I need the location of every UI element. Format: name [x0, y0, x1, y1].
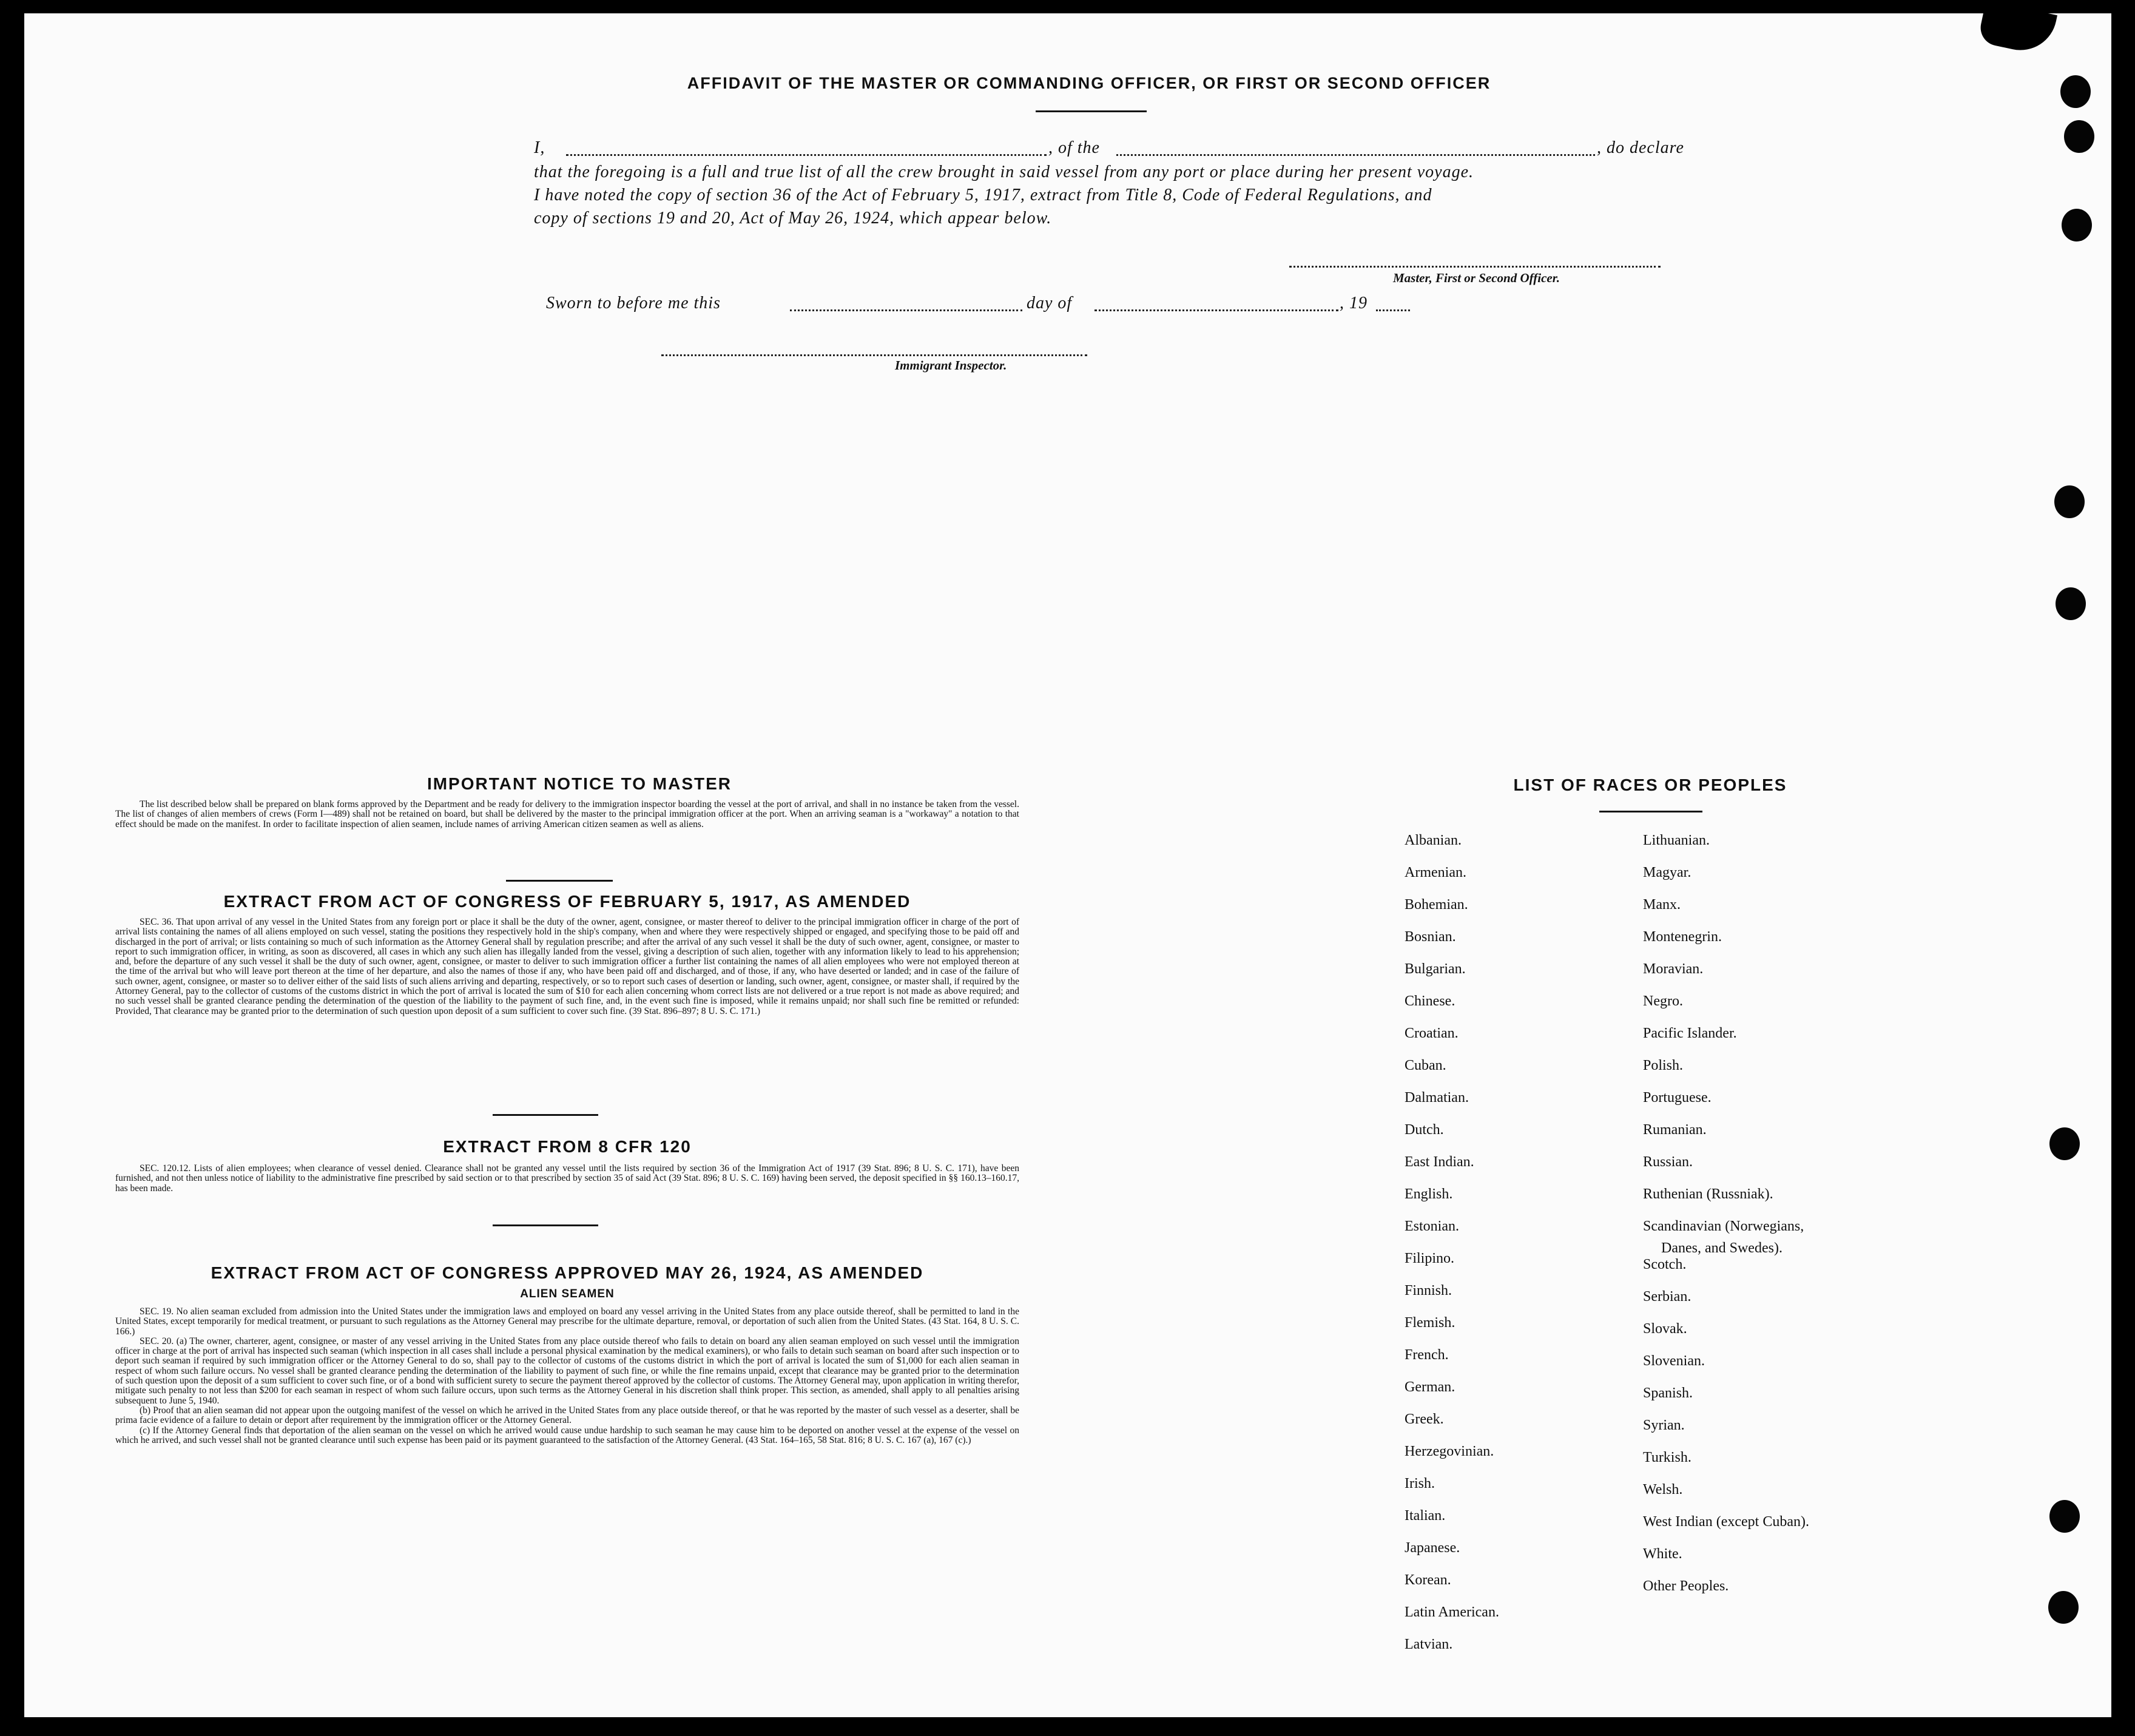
race-item: Turkish. [1643, 1450, 1691, 1465]
notice-text: The list described below shall be prepared on blank forms approved by the Department and be ready for delivery to the immigration inspector boarding the vessel at the port of arrival, and shall in no instance be taken from the vessel. The list of changes of alien members of crews (Form I—489) shall not be retained on board, but shall be delivered by the master to the principal immigration officer at the port. When an arriving seaman is a "workaway" a notation to that effect should be made on the manifest. In order to facilitate inspection of alien seamen, include names of arriving American citizen seamen as well as aliens. [115, 799, 1019, 829]
race-item: Greek. [1405, 1411, 1444, 1427]
race-item: German. [1405, 1379, 1455, 1395]
inspector-signature-field[interactable] [661, 354, 1087, 356]
race-item: Slovenian. [1643, 1353, 1705, 1369]
race-item: French. [1405, 1347, 1449, 1363]
document-page [24, 13, 2111, 1717]
race-item: Serbian. [1643, 1289, 1691, 1305]
race-item: Ruthenian (Russniak). [1643, 1186, 1773, 1202]
race-item: Magyar. [1643, 865, 1691, 880]
race-item: Albanian. [1405, 833, 1462, 848]
race-item: Herzegovinian. [1405, 1444, 1494, 1459]
race-item: Chinese. [1405, 993, 1455, 1009]
race-item: Scotch. [1643, 1257, 1687, 1272]
race-item: East Indian. [1405, 1154, 1474, 1170]
race-item: Lithuanian. [1643, 833, 1710, 848]
races-title: LIST OF RACES OR PEOPLES [1513, 775, 1787, 794]
notice-body [115, 800, 1019, 829]
affidavit-title: AFFIDAVIT OF THE MASTER OR COMMANDING OFFICER, OR FIRST OR SECOND OFFICER [687, 74, 1491, 92]
punch-hole [2049, 1500, 2080, 1533]
section-19-text: SEC. 19. No alien seaman excluded from admission into the United States under the immigration laws and employed on board any vessel arriving in the United States from any place outside thereof, shall be permitted to land in the United States, except temporarily for medical treatment, or pursuant to such regulations as the Attorney General may prescribe for the ultimate departure, removal, or deportation of such alien from the United States. (43 Stat. 164, 8 U. S. C. 166.) [115, 1306, 1019, 1337]
race-item: Spanish. [1643, 1385, 1693, 1401]
race-item: Welsh. [1643, 1482, 1683, 1498]
extract-1924-title: EXTRACT FROM ACT OF CONGRESS APPROVED MAY 26, 1924, AS AMENDED [211, 1263, 924, 1282]
punch-hole [2062, 209, 2092, 241]
divider [1599, 811, 1702, 812]
race-item: Slovak. [1643, 1321, 1687, 1337]
race-item: Polish. [1643, 1058, 1684, 1073]
race-item: Flemish. [1405, 1315, 1455, 1331]
race-item: Estonian. [1405, 1218, 1459, 1234]
section-120-12-text: SEC. 120.12. Lists of alien employees; when clearance of vessel denied. Clearance shall not be granted any vessel until the lists required by section 36 of the Immigration Act of 1917 (39 Stat. 896; 8 U. S. C. 171), have been furnished, and not then unless notice of liability to the administrative fine prescribed by said section or to that prescribed by section 35 of said Act (39 Stat. 896; 8 U. S. C. 169) having been served, the deposit specified in §§ 160.13–160.17, has been made. [115, 1163, 1019, 1194]
race-item: Portuguese. [1643, 1090, 1712, 1106]
race-item: Cuban. [1405, 1058, 1446, 1073]
race-item: Filipino. [1405, 1251, 1455, 1266]
sworn-year-field[interactable] [1376, 309, 1410, 311]
divider [493, 1114, 598, 1116]
alien-seamen-subtitle: ALIEN SEAMEN [520, 1288, 615, 1300]
race-item: Moravian. [1643, 961, 1704, 977]
race-item: West Indian (except Cuban). [1643, 1514, 1809, 1530]
sworn-day-field[interactable] [790, 309, 1022, 311]
affidavit-line-2: that the foregoing is a full and true list of all the crew brought in said vessel from any port or place during her present voyage. [534, 163, 1474, 181]
affidavit-i-label: I, [534, 138, 545, 157]
race-item: Negro. [1643, 993, 1683, 1009]
paper-tear-mark [1977, 13, 2057, 57]
title-underline [1036, 110, 1147, 112]
vessel-name-field[interactable] [1116, 154, 1595, 156]
race-item: Bosnian. [1405, 929, 1456, 945]
year-label: , 19 [1340, 294, 1368, 312]
race-item: Scandinavian (Norwegians, [1643, 1218, 1804, 1234]
race-item: Dutch. [1405, 1122, 1444, 1138]
race-item: Latin American. [1405, 1604, 1499, 1620]
officer-signature-field[interactable] [1289, 266, 1661, 268]
affidavit-line-3: I have noted the copy of section 36 of the Act of February 5, 1917, extract from Title 8, Code of Federal Regulations, and [534, 186, 1432, 204]
punch-hole [2054, 485, 2085, 518]
sworn-label: Sworn to before me this [546, 294, 721, 312]
race-item: Latvian. [1405, 1636, 1453, 1652]
divider [506, 880, 613, 882]
race-item: Korean. [1405, 1572, 1451, 1588]
sworn-month-field[interactable] [1094, 309, 1338, 311]
race-item: Rumanian. [1643, 1122, 1707, 1138]
race-item: Bulgarian. [1405, 961, 1466, 977]
punch-hole [2049, 1127, 2080, 1160]
race-item: Italian. [1405, 1508, 1446, 1524]
race-item: White. [1643, 1546, 1682, 1562]
race-item: Irish. [1405, 1476, 1435, 1491]
race-item: Manx. [1643, 897, 1681, 913]
punch-hole [2056, 587, 2086, 620]
section-20a-text: SEC. 20. (a) The owner, charterer, agent, consignee, or master of any vessel arriving in the United States from any place outside thereof who fails to detain on board any alien seaman employed on such vessel until the immigration officer in charge at the port of arrival has inspected such seaman (which inspection in all cases shall include a personal physical examination by the medical examiners), or who fails to detain such seaman on board after such inspection or to deport such seaman if required by such immigration officer or the Attorney General to do so, shall pay to the collector of customs of the customs district in which the port of arrival is located the sum of $1,000 for each alien seaman in respect of whom such failure occurs. No vessel shall be granted clearance pending the determination of the liability to payment of such fine, or while the fine remains unpaid, except that clearance may be granted prior to the determination of such question upon the deposit of a sum sufficient to cover such fine, or of a bond with sufficient surety to secure the payment thereof approved by the collector of customs. The Attorney General may, upon application in writing therefor, mitigate such penalty to not less than $200 for each seaman in respect of whom such failure occurs, upon such terms as the Attorney General in his discretion shall think proper. This section, as amended, shall apply to all penalties arising subsequent to June 5, 1940. [115, 1336, 1019, 1406]
race-item: Russian. [1643, 1154, 1693, 1170]
punch-hole [2048, 1591, 2079, 1624]
race-item: Syrian. [1643, 1417, 1685, 1433]
section-20c-text: (c) If the Attorney General finds that deportation of the alien seaman on the vessel on which he arrived would cause undue hardship to such seaman he may cause him to be deported on another vessel at the expense of the vessel on which he arrived, and such vessel shall not be granted clearance until such expense has been paid or its payment guaranteed to the satisfaction of the Attorney General. (43 Stat. 164–165, 58 Stat. 816; 8 U. S. C. 167 (a), 167 (c).) [115, 1425, 1019, 1445]
race-item: English. [1405, 1186, 1453, 1202]
day-of-label: day of [1027, 294, 1073, 312]
extract-1917-title: EXTRACT FROM ACT OF CONGRESS OF FEBRUARY 5, 1917, AS AMENDED [223, 892, 911, 911]
race-item: Croatian. [1405, 1025, 1459, 1041]
punch-hole [2064, 120, 2094, 153]
section-36-text: SEC. 36. That upon arrival of any vessel in the United States from any foreign port or place it shall be the duty of the owner, agent, consignee, or master thereof to deliver to the principal immigration officer in charge of the port of arrival lists containing the names of all aliens employed on such vessel, stating the positions they respectively hold in the ship's company, when and where they were respectively shipped or engaged, and specifying those to be paid off and discharged in the port of arrival; or lists containing so much of such information as the Attorney General shall by regulation prescribe; and after the arrival of any such vessel it shall be the duty of such owner, agent, consignee, or master to report to such immigration officer, in writing, as soon as discovered, all cases in which any such alien has illegally landed from the vessel, giving a description of such alien, together with any information likely to lead to his apprehension; and, before the departure of any such vessel it shall be the duty of such owner, agent, consignee, or master to deliver to such immigration officer a further list containing the names of all alien employees who were not employed thereon at the time of the arrival but who will leave port thereon at the time of her departure, and also the names of those if any, who have been paid off and discharged, and of those, if any, who have deserted or landed; and in case of the failure of such owner, agent, consignee, or master so to deliver either of the said lists of such aliens arriving and departing, respectively, or so to report such cases of desertion or landing, such owner, agent, consignee, or master shall, if required by the Attorney General, pay to the collector of customs of the customs district in which the port of arrival is located the sum of $10 for each alien concerning whom correct lists are not delivered or a true report is not made as above required; and no such vessel shall be granted clearance pending the determination of the question of the liability to the payment of such fine, and, in the event such fine is imposed, while it remains unpaid; nor shall such fine be remitted or refunded: Provided, That clearance may be granted prior to the determination of such question upon deposit of a sum sufficient to cover such fine. (39 Stat. 896–897; 8 U. S. C. 171.) [115, 917, 1019, 1016]
signature-label: Master, First or Second Officer. [1393, 271, 1560, 285]
extract-cfr-body [115, 1164, 1019, 1194]
race-item: Montenegrin. [1643, 929, 1722, 945]
race-item: Danes, and Swedes). [1661, 1240, 1783, 1256]
race-item: Dalmatian. [1405, 1090, 1469, 1106]
of-the-label: , of the [1048, 138, 1100, 157]
extract-cfr-title: EXTRACT FROM 8 CFR 120 [443, 1137, 692, 1156]
race-item: Bohemian. [1405, 897, 1468, 913]
affidavit-line-4: copy of sections 19 and 20, Act of May 26, 1924, which appear below. [534, 209, 1052, 228]
race-item: Finnish. [1405, 1283, 1452, 1299]
inspector-label: Immigrant Inspector. [895, 358, 1007, 373]
race-item: Pacific Islander. [1643, 1025, 1737, 1041]
extract-1917-body [115, 917, 1019, 1016]
extract-1924-body [115, 1307, 1019, 1445]
do-declare-label: , do declare [1597, 138, 1684, 157]
divider [493, 1224, 598, 1226]
section-20b-text: (b) Proof that an alien seaman did not appear upon the outgoing manifest of the vessel on which he arrived in the United States from any place outside thereof, or that he was reported by the master of such vessel as a deserter, shall be prima facie evidence of a failure to detain or deport after requirement by the immigration officer or the Attorney General. [115, 1405, 1019, 1426]
race-item: Other Peoples. [1643, 1578, 1729, 1594]
officer-name-field[interactable] [566, 154, 1047, 156]
race-item: Armenian. [1405, 865, 1466, 880]
notice-title: IMPORTANT NOTICE TO MASTER [427, 774, 732, 793]
race-item: Japanese. [1405, 1540, 1460, 1556]
